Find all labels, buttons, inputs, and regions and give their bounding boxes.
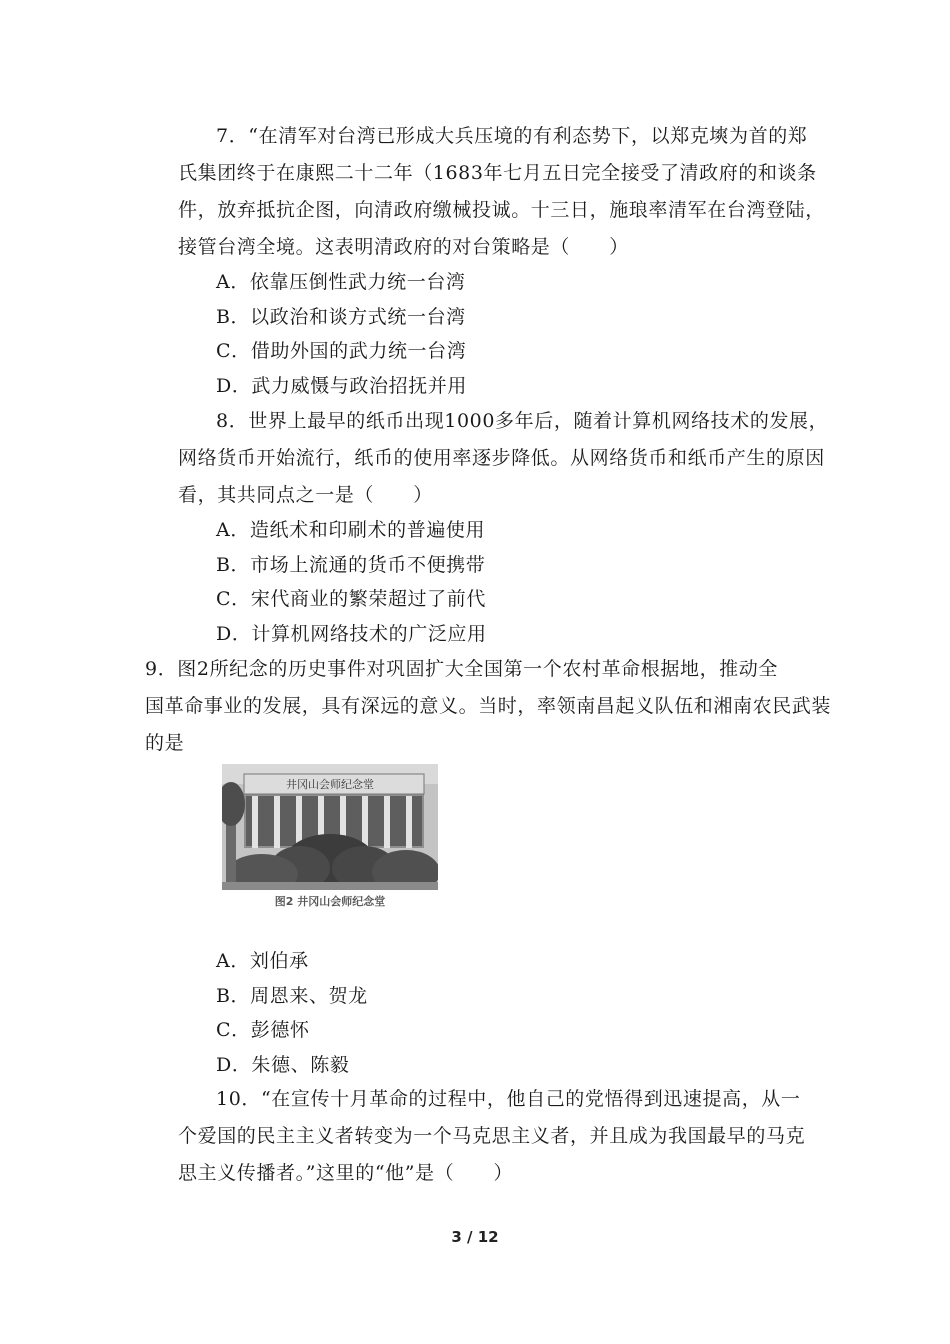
q10-stem-line-1: 10．“在宣传十月革命的过程中，他自己的党悟得到迅速提高，从一 bbox=[216, 1088, 801, 1110]
q8-option-d: D．计算机网络技术的广泛应用 bbox=[216, 623, 487, 645]
memorial-hall-photo bbox=[222, 764, 438, 890]
q8-stem-line-3: 看，其共同点之一是（ ） bbox=[178, 484, 433, 506]
q7-stem-line-2: 氏集团终于在康熙二十二年（1683年七月五日完全接受了清政府的和谈条 bbox=[178, 162, 817, 184]
q9-option-a: A．刘伯承 bbox=[216, 950, 309, 972]
q9-option-c: C．彭德怀 bbox=[216, 1019, 310, 1041]
q7-option-d: D．武力威慑与政治招抚并用 bbox=[216, 375, 468, 397]
q9-option-b: B．周恩来、贺龙 bbox=[216, 985, 368, 1007]
q9-stem-line-3: 的是 bbox=[145, 732, 185, 754]
q8-option-c: C．宋代商业的繁荣超过了前代 bbox=[216, 588, 486, 610]
q9-option-d: D．朱德、陈毅 bbox=[216, 1054, 350, 1076]
q10-stem-line-2: 个爱国的民主主义者转变为一个马克思主义者，并且成为我国最早的马克 bbox=[178, 1125, 806, 1147]
figure-caption: 图2 井冈山会师纪念堂 bbox=[274, 895, 386, 908]
page-number: 3 / 12 bbox=[451, 1228, 499, 1246]
figure-2 bbox=[222, 764, 438, 916]
memorial-sign-text: 井冈山会师纪念堂 bbox=[286, 778, 374, 791]
q8-option-a: A．造纸术和印刷术的普遍使用 bbox=[216, 519, 486, 541]
q10-stem-line-3: 思主义传播者。”这里的“他”是（ ） bbox=[178, 1162, 514, 1184]
q7-stem-line-3: 件，放弃抵抗企图，向清政府缴械投诚。十三日，施琅率清军在台湾登陆， bbox=[178, 199, 825, 221]
q8-stem-line-2: 网络货币开始流行，纸币的使用率逐步降低。从网络货币和纸币产生的原因 bbox=[178, 447, 825, 469]
q9-stem-line-1: 9．图2所纪念的历史事件对巩固扩大全国第一个农村革命根据地，推动全 bbox=[145, 658, 778, 680]
q7-stem-line-1: 7．“在清军对台湾已形成大兵压境的有利态势下，以郑克塽为首的郑 bbox=[216, 125, 808, 147]
q8-stem-line-1: 8．世界上最早的纸币出现1000多年后，随着计算机网络技术的发展， bbox=[216, 410, 829, 432]
q7-option-b: B．以政治和谈方式统一台湾 bbox=[216, 306, 466, 328]
q8-option-b: B．市场上流通的货币不便携带 bbox=[216, 554, 486, 576]
q7-option-a: A．依靠压倒性武力统一台湾 bbox=[216, 271, 466, 293]
q7-stem-line-4: 接管台湾全境。这表明清政府的对台策略是（ ） bbox=[178, 236, 629, 258]
q9-stem-line-2: 国革命事业的发展，具有深远的意义。当时，率领南昌起义队伍和湘南农民武装 bbox=[145, 695, 832, 717]
memorial-hall-illustration bbox=[222, 764, 438, 890]
q7-option-c: C．借助外国的武力统一台湾 bbox=[216, 340, 467, 362]
